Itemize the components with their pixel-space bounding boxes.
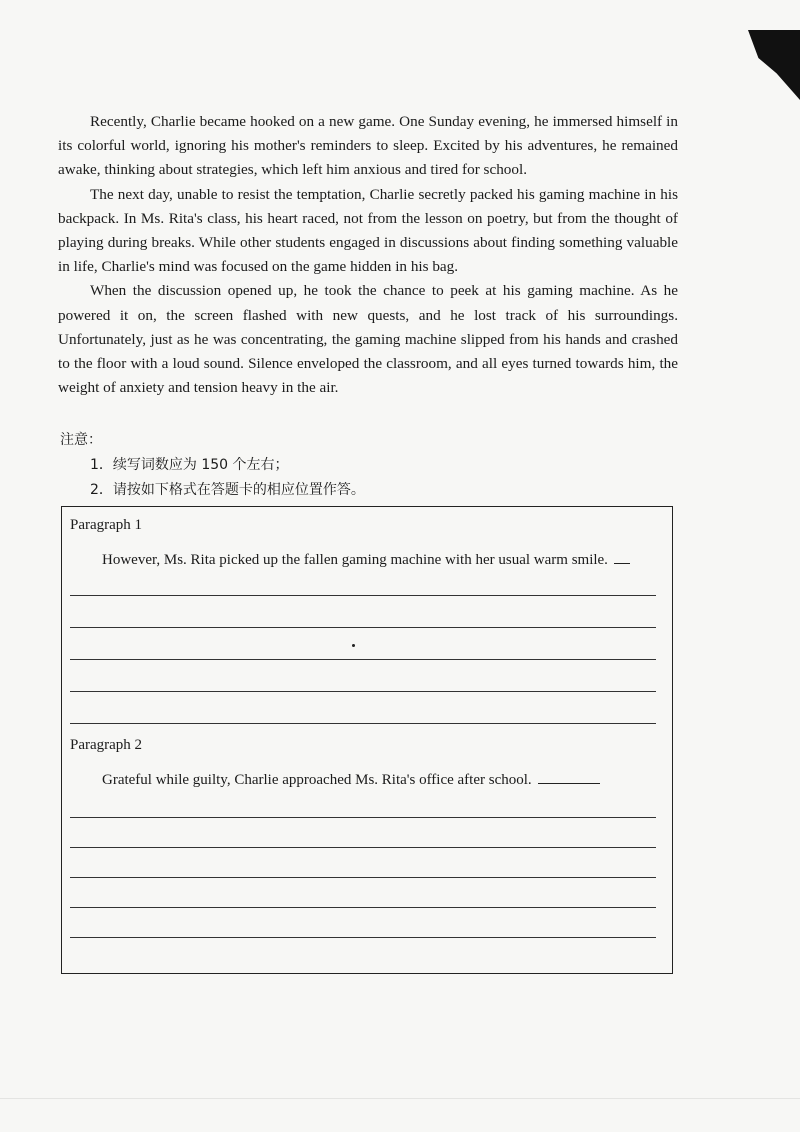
note-word-count: 1．续写词数应为 150 个左右；	[90, 457, 289, 473]
paragraph-1-blank-tail[interactable]	[614, 549, 630, 564]
paragraph-1-opening	[102, 549, 630, 569]
passage-paragraph-3: When the discussion opened up, he took the chance to peek at his gaming machine. As he powered it on, the screen flashed with new quests, and he lost track of his surroundings. Unfortunately, just as he was concentrating, the gaming machine slipped from his hands and crashed to the floor with a loud sound. Silence enveloped the classroom, and all eyes turned towards him, the weight of anxiety and tension heavy in the air.	[58, 282, 678, 397]
notes-title: 注意：	[60, 432, 102, 448]
paragraph-1-label: Paragraph 1	[70, 517, 143, 533]
paragraph-2-blank-tail[interactable]	[538, 769, 600, 784]
scan-bottom-edge	[0, 1098, 800, 1099]
paragraph-1-writing-line[interactable]	[70, 627, 656, 628]
instructions-notes	[60, 428, 660, 503]
paragraph-2-opening	[102, 769, 600, 789]
paragraph-2-writing-line[interactable]	[70, 907, 656, 908]
scan-corner-mark	[748, 30, 800, 100]
paragraph-2-opening-sentence: Grateful while guilty, Charlie approached Ms. Rita's office after school.	[102, 772, 532, 788]
passage-paragraph-1: Recently, Charlie became hooked on a new game. One Sunday evening, he immersed himself in its colorful world, ignoring his mother's reminders to sleep. Excited by his adventures, he remained awake, thinking about strategies, which left him anxious and tired for school.	[58, 113, 678, 179]
paragraph-2-writing-line[interactable]	[70, 817, 656, 818]
paragraph-2-writing-line[interactable]	[70, 847, 656, 848]
paragraph-2-label: Paragraph 2	[70, 737, 143, 753]
paragraph-2-writing-line[interactable]	[70, 937, 656, 938]
paragraph-1-writing-line[interactable]	[70, 659, 656, 660]
stray-dot	[352, 644, 355, 647]
paragraph-2-writing-line[interactable]	[70, 877, 656, 878]
paragraph-1-writing-line[interactable]	[70, 691, 656, 692]
note-answer-format: 2．请按如下格式在答题卡的相应位置作答。	[90, 482, 365, 498]
story-passage	[58, 110, 678, 400]
passage-paragraph-2: The next day, unable to resist the temptation, Charlie secretly packed his gaming machine in his backpack. In Ms. Rita's class, his heart raced, not from the lesson on poetry, but from the thought of playing during breaks. While other students engaged in discussions about finding something valuable in life, Charlie's mind was focused on the game hidden in his bag.	[58, 185, 678, 276]
paragraph-1-writing-line[interactable]	[70, 723, 656, 724]
paragraph-1-opening-sentence: However, Ms. Rita picked up the fallen gaming machine with her usual warm smile.	[102, 552, 608, 568]
answer-box	[61, 506, 673, 974]
paragraph-1-writing-line[interactable]	[70, 595, 656, 596]
